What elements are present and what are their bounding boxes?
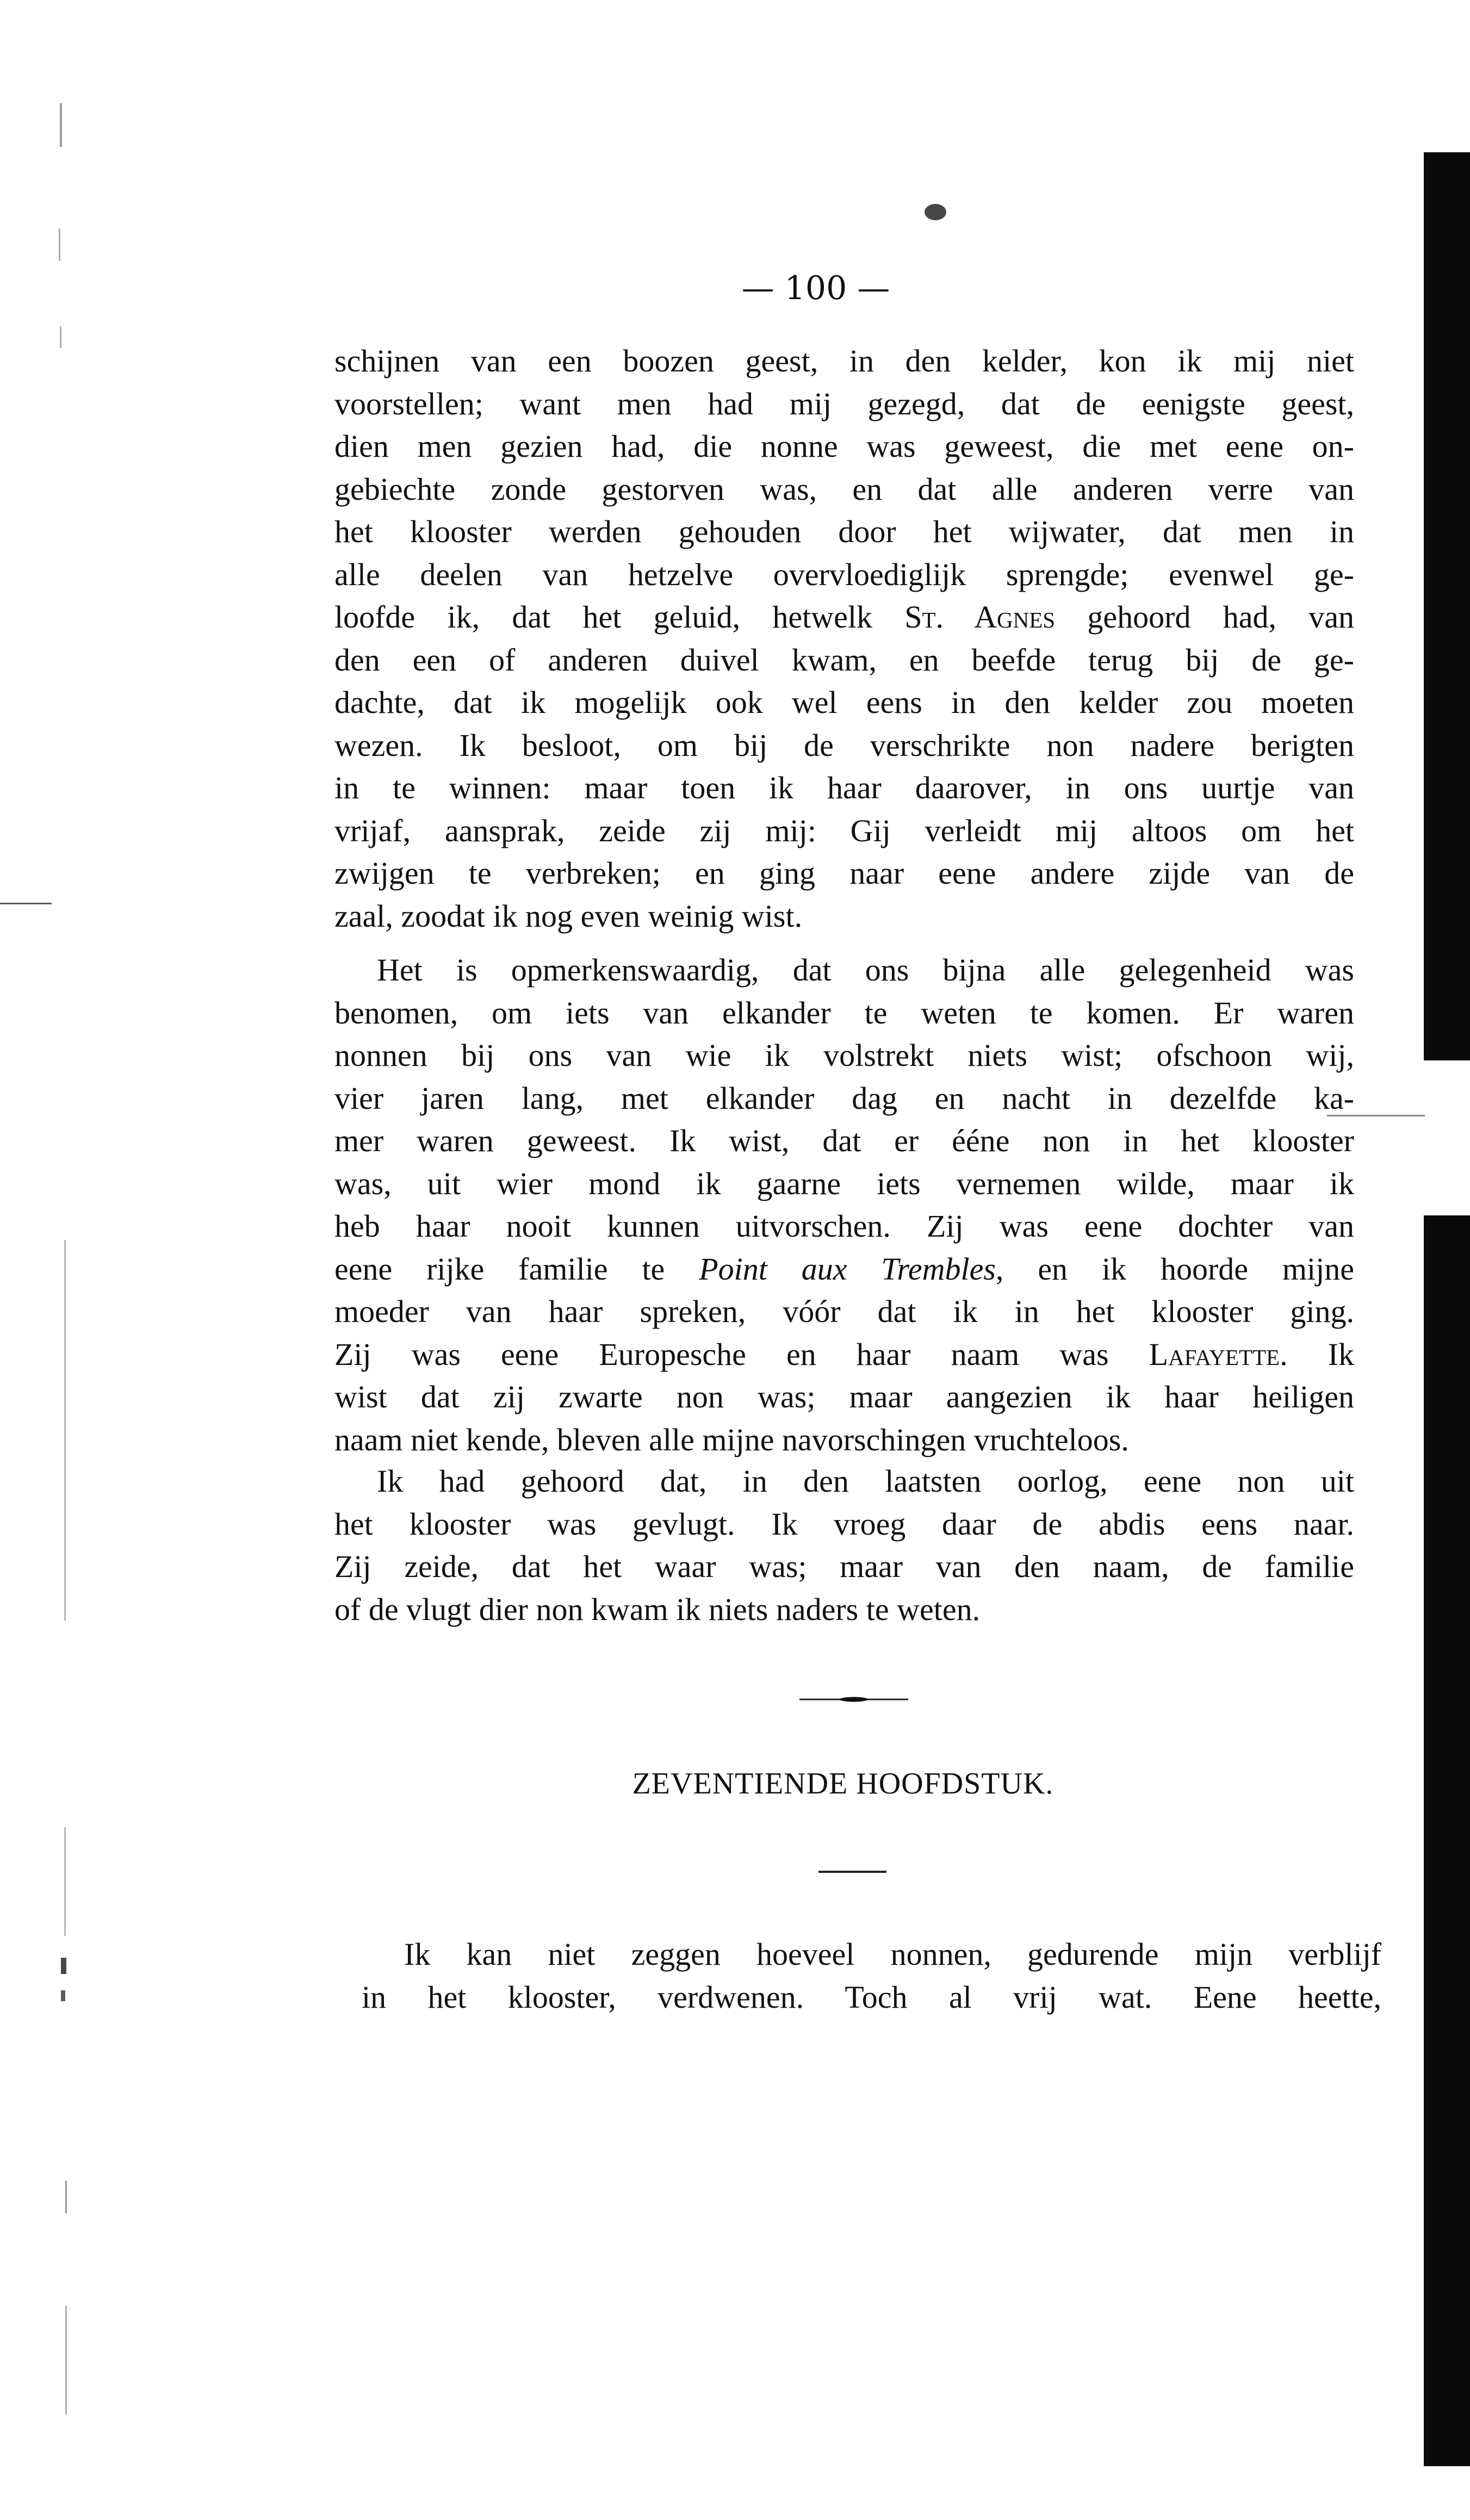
text-line: of de vlugt dier non kwam ik niets naders te weten. bbox=[334, 1591, 981, 1627]
paragraph-2 bbox=[334, 949, 1354, 1461]
text-line: naam niet kende, bleven alle mijne navorschingen vruchteloos. bbox=[334, 1422, 1129, 1457]
text-line bbox=[334, 1333, 1354, 1376]
text-line: Ik had gehoord dat, in den laatsten oorlog, eene non uit bbox=[377, 1463, 1354, 1499]
scan-speck bbox=[64, 1240, 66, 1621]
text-segment: Zij was eene Europesche en haar naam was bbox=[334, 1336, 1109, 1372]
text-line: zaal, zoodat ik nog even weinig wist. bbox=[334, 898, 803, 934]
paragraph-1 bbox=[334, 340, 1354, 938]
name-lafayette: Lafayette bbox=[1149, 1336, 1280, 1372]
binding-edge-top bbox=[1424, 152, 1470, 1060]
text-line: dien men gezien had, die nonne was geweest, die met eene on- bbox=[334, 429, 1354, 464]
text-line: Het is opmerkenswaardig, dat ons bijna alle gelegenheid was bbox=[377, 952, 1354, 988]
scan-speck bbox=[61, 1958, 66, 1974]
text-segment: eene rijke familie te bbox=[334, 1251, 665, 1287]
name-st-agnes: St. Agnes bbox=[904, 599, 1056, 635]
text-line: het klooster was gevlugt. Ik vroeg daar de abdis eens naar. bbox=[334, 1506, 1354, 1542]
scan-speck bbox=[64, 1827, 66, 1936]
text-line: heb haar nooit kunnen uitvorschen. Zij was eene dochter van bbox=[334, 1208, 1354, 1244]
scan-speck bbox=[0, 903, 52, 904]
page-number: — 100 — bbox=[741, 269, 890, 307]
scan-speck bbox=[60, 103, 62, 147]
text-line: schijnen van een boozen geest, in den kelder, kon ik mij niet bbox=[334, 343, 1354, 378]
text-line: dachte, dat ik mogelijk ook wel eens in den kelder zou moeten bbox=[334, 685, 1354, 720]
text-line: Ik kan niet zeggen hoeveel nonnen, gedurende mijn verblijf bbox=[404, 1936, 1381, 1972]
text-line: den een of anderen duivel kwam, en beefde terug bij de ge- bbox=[334, 642, 1354, 678]
text-line: alle deelen van hetzelve overvloediglijk sprengde; evenwel ge- bbox=[334, 556, 1354, 592]
text-line bbox=[334, 596, 1354, 639]
text-line: was, uit wier mond ik gaarne iets vernemen wilde, maar ik bbox=[334, 1165, 1354, 1201]
text-segment: . Ik bbox=[1280, 1336, 1354, 1372]
ink-blot bbox=[925, 204, 946, 220]
text-line: wist dat zij zwarte non was; maar aangezien ik haar heiligen bbox=[334, 1379, 1354, 1414]
text-line: benomen, om iets van elkander te weten te komen. Er waren bbox=[334, 995, 1354, 1031]
text-line: vier jaren lang, met elkander dag en nacht in dezelfde ka- bbox=[334, 1080, 1354, 1116]
text-line: moeder van haar spreken, vóór dat ik in het klooster ging. bbox=[334, 1294, 1354, 1329]
scan-speck bbox=[60, 326, 61, 348]
short-rule bbox=[818, 1871, 886, 1873]
text-line: wezen. Ik besloot, om bij de verschrikte non nadere berigten bbox=[334, 727, 1354, 763]
text-line: Zij zeide, dat het waar was; maar van den naam, de familie bbox=[334, 1549, 1354, 1584]
scan-speck bbox=[65, 2181, 67, 2213]
ornamental-divider bbox=[799, 1697, 908, 1702]
paragraph-3 bbox=[334, 1460, 1354, 1631]
place-point-aux-trembles: Point aux Trembles bbox=[699, 1251, 996, 1287]
text-line: zwijgen te verbreken; en ging naar eene andere zijde van de bbox=[334, 855, 1354, 891]
text-line: mer waren geweest. Ik wist, dat er ééne non in het klooster bbox=[334, 1123, 1354, 1158]
chapter-title: ZEVENTIENDE HOOFDSTUK. bbox=[632, 1767, 1054, 1801]
scan-speck bbox=[61, 1990, 65, 2001]
text-line: in te winnen: maar toen ik haar daarover, in ons uurtje van bbox=[334, 770, 1354, 805]
text-line: in het klooster, verdwenen. Toch al vrij wat. Eene heette, bbox=[362, 1979, 1381, 2015]
text-line: nonnen bij ons van wie ik volstrekt niets wist; ofschoon wij, bbox=[334, 1038, 1354, 1073]
text-segment: loofde ik, dat het geluid, hetwelk bbox=[334, 599, 872, 635]
scan-speck bbox=[65, 2306, 67, 2415]
scan-speck bbox=[59, 228, 60, 261]
text-segment: gehoord had, van bbox=[1087, 599, 1354, 635]
text-line: voorstellen; want men had mij gezegd, dat de eenigste geest, bbox=[334, 386, 1354, 421]
text-line: vrijaf, aansprak, zeide zij mij: Gij verleidt mij altoos om het bbox=[334, 812, 1354, 848]
binding-edge-bottom bbox=[1424, 1215, 1470, 2466]
text-line: gebiechte zonde gestorven was, en dat alle anderen verre van bbox=[334, 471, 1354, 507]
paragraph-4 bbox=[362, 1933, 1381, 2019]
text-line bbox=[334, 1248, 1354, 1291]
text-segment: , en ik hoorde mijne bbox=[995, 1251, 1354, 1287]
text-line: het klooster werden gehouden door het wijwater, dat men in bbox=[334, 514, 1354, 549]
